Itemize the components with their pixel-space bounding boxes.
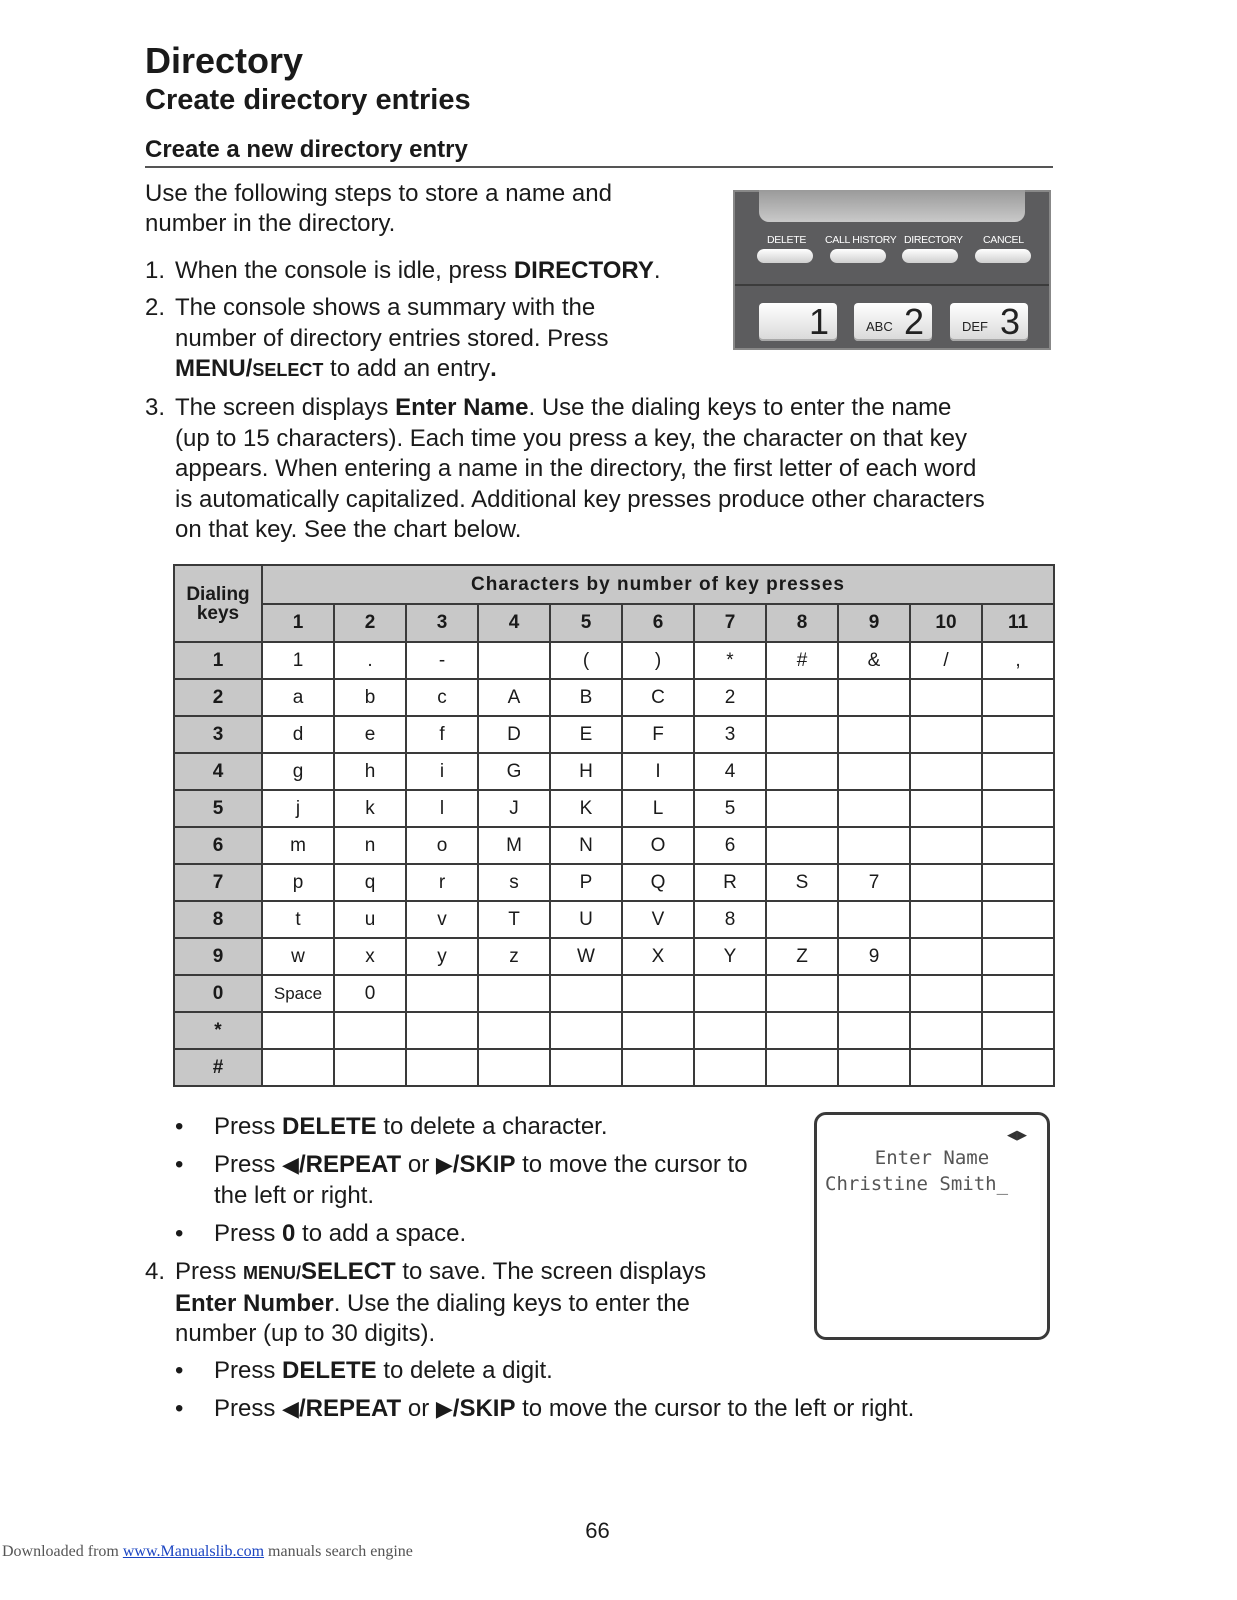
- step-text: .: [653, 257, 661, 284]
- character-cell: x: [334, 938, 406, 975]
- step-number: 1.: [145, 257, 166, 284]
- character-cell: [838, 790, 910, 827]
- bullet-text: to move the cursor to the left or right.: [515, 1395, 915, 1422]
- bullet-dot: •: [175, 1357, 184, 1384]
- character-cell: [766, 901, 838, 938]
- press-count-header: 1: [262, 604, 334, 642]
- page-title: Directory: [145, 40, 304, 81]
- table-row: [174, 827, 1054, 864]
- character-cell: [910, 827, 982, 864]
- step-text: to add an entry: [323, 355, 491, 382]
- character-cell: [982, 975, 1054, 1012]
- character-cell: [478, 642, 550, 679]
- dialing-key-cell: 0: [174, 975, 262, 1012]
- key-letters: ABC: [866, 319, 893, 334]
- character-cell: o: [406, 827, 478, 864]
- character-cell: [334, 1049, 406, 1086]
- bullet-key: /SKIP: [452, 1151, 516, 1178]
- step-screen-name: Enter Name: [395, 394, 529, 421]
- press-count-header: 6: [622, 604, 694, 642]
- character-cell: [766, 790, 838, 827]
- step-text: number (up to 30 digits).: [175, 1320, 436, 1347]
- character-cell: b: [334, 679, 406, 716]
- character-cell: [766, 753, 838, 790]
- character-cell: [982, 827, 1054, 864]
- character-cell: 7: [838, 864, 910, 901]
- table-row: [174, 901, 1054, 938]
- character-cell: M: [478, 827, 550, 864]
- header-text: keys: [196, 602, 240, 624]
- character-cell: l: [406, 790, 478, 827]
- character-cell: t: [262, 901, 334, 938]
- step-text: Press: [175, 1258, 244, 1285]
- character-cell: [838, 716, 910, 753]
- character-cell: m: [262, 827, 334, 864]
- character-cell: [910, 975, 982, 1012]
- character-cell: [622, 1049, 694, 1086]
- intro-line-2: number in the directory.: [145, 210, 396, 237]
- character-cell: 0: [334, 975, 406, 1012]
- dialing-key-cell: 7: [174, 864, 262, 901]
- character-cell: [694, 1049, 766, 1086]
- character-cell: -: [406, 642, 478, 679]
- character-cell: [982, 716, 1054, 753]
- character-cell: [910, 716, 982, 753]
- character-cell: f: [406, 716, 478, 753]
- table-row: [174, 679, 1054, 716]
- bullet-dot: •: [175, 1113, 184, 1140]
- bullet-key: /SKIP: [452, 1395, 516, 1422]
- bullet-dot: •: [175, 1151, 184, 1178]
- character-cell: [910, 753, 982, 790]
- character-table: [173, 564, 1055, 1087]
- character-cell: X: [622, 938, 694, 975]
- character-cell: [766, 975, 838, 1012]
- character-cell: N: [550, 827, 622, 864]
- key-digit: 2: [903, 301, 924, 342]
- character-cell: C: [622, 679, 694, 716]
- console-divider: [735, 284, 1049, 286]
- lcd-screen-illustration: [814, 1112, 1050, 1340]
- page-subtitle: Create directory entries: [145, 84, 471, 116]
- character-cell: D: [478, 716, 550, 753]
- character-cell: Space: [262, 975, 334, 1012]
- character-cell: [838, 1012, 910, 1049]
- page-number: 66: [585, 1518, 610, 1543]
- character-cell: [838, 753, 910, 790]
- bullet-key: /REPEAT: [298, 1151, 402, 1178]
- character-cell: [910, 901, 982, 938]
- character-cell: .: [334, 642, 406, 679]
- character-cell: [262, 1049, 334, 1086]
- bullet-text: or: [401, 1151, 436, 1178]
- character-cell: [982, 938, 1054, 975]
- console-label-delete: DELETE: [767, 234, 807, 246]
- character-cell: r: [406, 864, 478, 901]
- character-cell: d: [262, 716, 334, 753]
- footer: [2, 1543, 413, 1561]
- character-cell: [910, 864, 982, 901]
- character-cell: Y: [694, 938, 766, 975]
- presses-group-header: Characters by number of key presses: [262, 565, 1054, 604]
- character-cell: w: [262, 938, 334, 975]
- character-cell: [982, 864, 1054, 901]
- character-cell: [838, 975, 910, 1012]
- character-cell: [550, 975, 622, 1012]
- console-key-3: [950, 303, 1028, 341]
- bullet-text: Press: [214, 1151, 283, 1178]
- character-cell: [262, 1012, 334, 1049]
- console-directory-button: [902, 249, 958, 263]
- section-rule: [145, 166, 1053, 168]
- character-cell: *: [694, 642, 766, 679]
- console-label-directory: DIRECTORY: [904, 234, 963, 246]
- manualslib-link[interactable]: www.Manualslib.com: [122, 1543, 265, 1560]
- dialing-key-cell: 8: [174, 901, 262, 938]
- character-cell: [766, 827, 838, 864]
- press-count-header: 8: [766, 604, 838, 642]
- left-arrow-icon: ◀: [282, 1396, 299, 1421]
- table-row: [174, 716, 1054, 753]
- character-cell: [766, 716, 838, 753]
- step-key: SELECT: [252, 360, 324, 380]
- character-cell: &: [838, 642, 910, 679]
- bullet-text: to delete a character.: [376, 1113, 608, 1140]
- step-number: 3.: [145, 394, 166, 421]
- character-cell: 2: [694, 679, 766, 716]
- character-cell: h: [334, 753, 406, 790]
- character-cell: k: [334, 790, 406, 827]
- console-cancel-button: [975, 249, 1031, 263]
- character-cell: [694, 1012, 766, 1049]
- character-cell: [406, 1012, 478, 1049]
- step-text: number of directory entries stored. Press: [175, 324, 609, 352]
- character-cell: A: [478, 679, 550, 716]
- character-cell: g: [262, 753, 334, 790]
- character-cell: [982, 679, 1054, 716]
- step-number: 4.: [145, 1258, 166, 1285]
- character-cell: [478, 1049, 550, 1086]
- character-cell: q: [334, 864, 406, 901]
- character-cell: 4: [694, 753, 766, 790]
- footer-text: manuals search engine: [264, 1543, 413, 1560]
- character-cell: [622, 1012, 694, 1049]
- character-cell: F: [622, 716, 694, 753]
- character-cell: [766, 679, 838, 716]
- character-cell: c: [406, 679, 478, 716]
- console-screen: [759, 190, 1025, 222]
- dialing-keys-header: [174, 565, 262, 642]
- console-call-history-button: [830, 249, 886, 263]
- character-cell: T: [478, 901, 550, 938]
- character-cell: [766, 1049, 838, 1086]
- step-text: appears. When entering a name in the directory, the first letter of each word: [175, 455, 977, 482]
- character-cell: [910, 1012, 982, 1049]
- character-cell: [910, 1049, 982, 1086]
- character-cell: [838, 679, 910, 716]
- character-cell: H: [550, 753, 622, 790]
- step-text: is automatically capitalized. Additional key presses produce other characters: [175, 485, 985, 513]
- character-cell: P: [550, 864, 622, 901]
- bullet-key: /REPEAT: [298, 1395, 402, 1422]
- character-cell: 9: [838, 938, 910, 975]
- press-count-header: 11: [982, 604, 1054, 642]
- character-cell: [406, 1049, 478, 1086]
- dialing-key-cell: #: [174, 1049, 262, 1086]
- bullet-text: Press: [214, 1395, 283, 1422]
- character-cell: K: [550, 790, 622, 827]
- character-cell: W: [550, 938, 622, 975]
- press-count-header: 2: [334, 604, 406, 642]
- character-cell: ): [622, 642, 694, 679]
- step-text: to save. The screen displays: [395, 1258, 707, 1285]
- character-cell: [838, 827, 910, 864]
- table-row: [174, 790, 1054, 827]
- press-count-header: 4: [478, 604, 550, 642]
- character-cell: I: [622, 753, 694, 790]
- bullet-text: to move the cursor to: [515, 1151, 748, 1178]
- character-cell: [910, 938, 982, 975]
- dialing-key-cell: 3: [174, 716, 262, 753]
- character-cell: [334, 1012, 406, 1049]
- header-text: Dialing: [186, 583, 250, 605]
- step-text: (up to 15 characters). Each time you press a key, the character on that key: [175, 424, 967, 452]
- bullet-text: to add a space.: [295, 1220, 467, 1247]
- character-cell: u: [334, 901, 406, 938]
- key-digit: 1: [808, 301, 829, 342]
- step-text: . Use the dialing keys to enter the name: [528, 394, 952, 421]
- dialing-key-cell: *: [174, 1012, 262, 1049]
- character-cell: Z: [766, 938, 838, 975]
- character-cell: j: [262, 790, 334, 827]
- press-count-header: 9: [838, 604, 910, 642]
- console-key-1: [759, 303, 837, 341]
- step-text: The screen displays: [175, 394, 396, 421]
- character-cell: e: [334, 716, 406, 753]
- lcd-line-1: Enter Name: [874, 1147, 990, 1169]
- character-cell: p: [262, 864, 334, 901]
- bullet-text: Press: [214, 1220, 283, 1247]
- character-cell: [982, 1049, 1054, 1086]
- press-count-header: 7: [694, 604, 766, 642]
- navigation-arrows-icon: ◀▶: [1007, 1127, 1027, 1142]
- character-cell: [838, 1049, 910, 1086]
- bullet-text: Press: [214, 1113, 283, 1140]
- character-cell: a: [262, 679, 334, 716]
- bullet-text: to delete a digit.: [376, 1357, 553, 1384]
- character-cell: i: [406, 753, 478, 790]
- left-arrow-icon: ◀: [282, 1152, 299, 1177]
- dialing-key-cell: 9: [174, 938, 262, 975]
- step-text: on that key. See the chart below.: [175, 516, 522, 543]
- character-cell: 5: [694, 790, 766, 827]
- console-label-cancel: CANCEL: [983, 234, 1024, 246]
- character-cell: L: [622, 790, 694, 827]
- right-arrow-icon: ▶: [435, 1152, 453, 1177]
- character-cell: [766, 1012, 838, 1049]
- table-row: [174, 753, 1054, 790]
- press-count-header: 10: [910, 604, 982, 642]
- character-cell: 6: [694, 827, 766, 864]
- character-cell: [478, 975, 550, 1012]
- dialing-key-cell: 6: [174, 827, 262, 864]
- press-count-header: 5: [550, 604, 622, 642]
- character-cell: [910, 679, 982, 716]
- bullet-dot: •: [175, 1395, 184, 1422]
- section-heading: Create a new directory entry: [145, 136, 468, 163]
- dialing-key-cell: 5: [174, 790, 262, 827]
- step-2: [145, 293, 725, 385]
- step-key: SELECT: [301, 1258, 396, 1285]
- character-cell: [478, 1012, 550, 1049]
- bullet-text: Press: [214, 1357, 283, 1384]
- dialing-key-cell: 4: [174, 753, 262, 790]
- character-cell: J: [478, 790, 550, 827]
- bullet-dot: •: [175, 1220, 184, 1247]
- bullet-text: or: [401, 1395, 436, 1422]
- character-cell: [550, 1049, 622, 1086]
- character-cell: n: [334, 827, 406, 864]
- bullet-text: the left or right.: [214, 1181, 375, 1209]
- character-cell: s: [478, 864, 550, 901]
- bullet-key: 0: [282, 1220, 296, 1247]
- character-cell: S: [766, 864, 838, 901]
- step-text: .: [490, 355, 497, 382]
- character-cell: #: [766, 642, 838, 679]
- character-cell: [982, 1012, 1054, 1049]
- character-cell: y: [406, 938, 478, 975]
- console-label-call-history: CALL HISTORY: [825, 234, 897, 246]
- character-cell: (: [550, 642, 622, 679]
- character-cell: R: [694, 864, 766, 901]
- key-digit: 3: [999, 301, 1020, 342]
- step-4: [145, 1257, 795, 1349]
- dialing-key-cell: 2: [174, 679, 262, 716]
- character-cell: v: [406, 901, 478, 938]
- step-key: MENU/: [243, 1263, 302, 1283]
- table-row: [174, 938, 1054, 975]
- character-cell: U: [550, 901, 622, 938]
- character-cell: G: [478, 753, 550, 790]
- step-key: DIRECTORY: [513, 257, 654, 284]
- intro-line-1: Use the following steps to store a name and: [145, 180, 612, 207]
- step-key: MENU/: [175, 355, 253, 382]
- console-key-2: [854, 303, 932, 341]
- character-cell: V: [622, 901, 694, 938]
- step-text: When the console is idle, press: [175, 257, 514, 284]
- character-cell: [982, 901, 1054, 938]
- footer-text: Downloaded from: [2, 1543, 123, 1560]
- step-3: [145, 393, 1065, 549]
- character-cell: [982, 753, 1054, 790]
- lcd-line-2: Christine Smith_: [825, 1173, 1009, 1195]
- step-number: 2.: [145, 294, 166, 321]
- dialing-key-cell: 1: [174, 642, 262, 679]
- bullet-key: DELETE: [282, 1113, 377, 1140]
- character-cell: [838, 901, 910, 938]
- key-letters: DEF: [962, 319, 988, 334]
- character-cell: z: [478, 938, 550, 975]
- character-cell: 8: [694, 901, 766, 938]
- table-row: [174, 1049, 1054, 1086]
- character-cell: [622, 975, 694, 1012]
- character-cell: Q: [622, 864, 694, 901]
- console-illustration: [733, 190, 1051, 350]
- character-cell: 1: [262, 642, 334, 679]
- character-cell: [982, 790, 1054, 827]
- character-cell: [910, 790, 982, 827]
- character-cell: E: [550, 716, 622, 753]
- character-cell: O: [622, 827, 694, 864]
- character-cell: [406, 975, 478, 1012]
- character-cell: 3: [694, 716, 766, 753]
- right-arrow-icon: ▶: [435, 1396, 453, 1421]
- table-row: [174, 642, 1054, 679]
- press-count-header: 3: [406, 604, 478, 642]
- step-text: The console shows a summary with the: [175, 294, 596, 321]
- bullet-key: DELETE: [282, 1357, 377, 1384]
- character-cell: /: [910, 642, 982, 679]
- character-cell: [694, 975, 766, 1012]
- table-row: [174, 864, 1054, 901]
- character-cell: B: [550, 679, 622, 716]
- character-cell: ,: [982, 642, 1054, 679]
- step-screen-name: Enter Number: [175, 1289, 334, 1317]
- console-delete-button: [757, 249, 813, 263]
- character-cell: [550, 1012, 622, 1049]
- table-row: [174, 1012, 1054, 1049]
- step-text: . Use the dialing keys to enter the: [333, 1289, 690, 1317]
- table-row: [174, 975, 1054, 1012]
